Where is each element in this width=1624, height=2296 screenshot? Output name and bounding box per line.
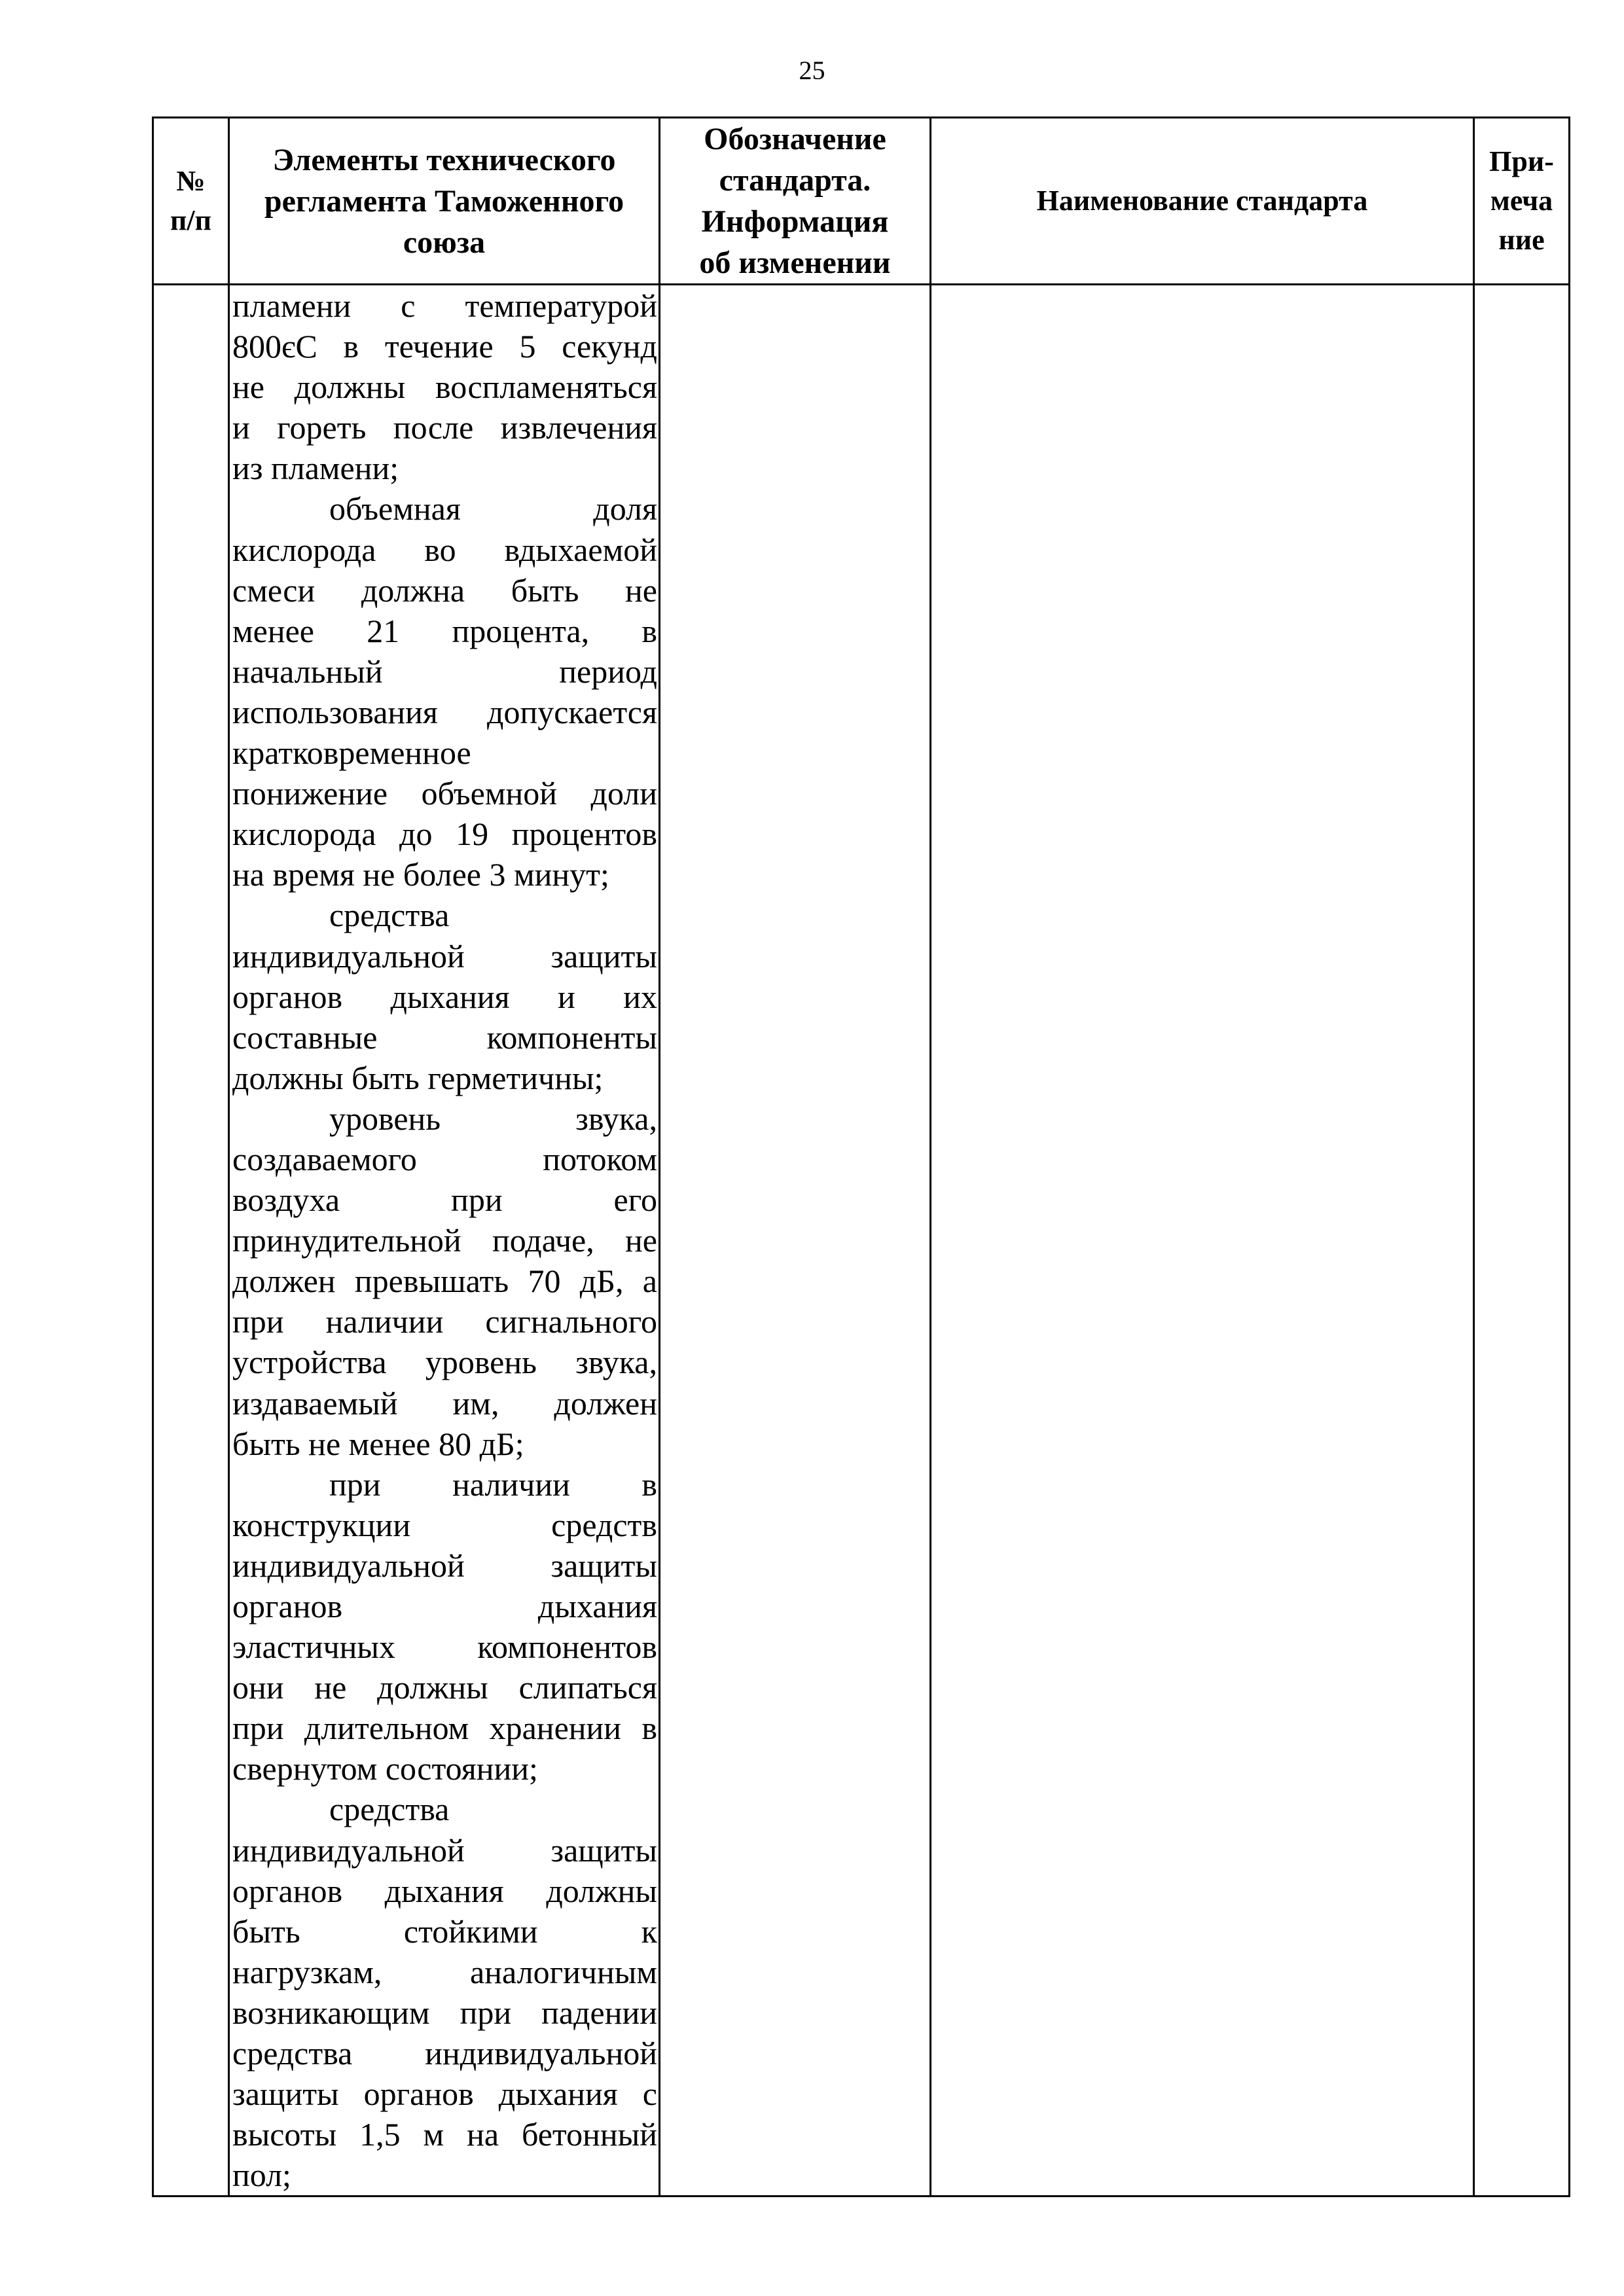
text-line: менее 21 процента, в xyxy=(232,612,657,649)
header-elements: Элементы технического регламента Таможенного союза xyxy=(229,118,660,285)
text-line: смеси должна быть не xyxy=(232,571,657,609)
page-number: 25 xyxy=(799,56,825,85)
text-line: должен превышать 70 дБ, а xyxy=(232,1263,657,1300)
text-line: объемная доля xyxy=(329,490,657,528)
text-line: высоты 1,5 м на бетонный xyxy=(232,2116,657,2153)
header-designation: Обозначение стандарта. Информация об изменении xyxy=(660,118,931,285)
text-line: нагрузкам, аналогичным xyxy=(232,1953,657,1990)
text-line: защиты органов дыхания с xyxy=(232,2075,657,2113)
text-line: при наличии в xyxy=(329,1465,657,1503)
text-line: создаваемого потоком xyxy=(232,1140,657,1177)
text-line: кислорода до 19 процентов xyxy=(232,816,657,853)
text-line: уровень звука, xyxy=(329,1100,657,1137)
text-line: из пламени; xyxy=(232,450,399,487)
text-line: средства xyxy=(329,897,450,934)
text-line: быть стойкими к xyxy=(232,1912,657,1950)
text-line: быть не менее 80 дБ; xyxy=(232,1425,524,1462)
text-line: устройства уровень звука, xyxy=(232,1344,657,1381)
text-line: пол; xyxy=(232,2157,291,2194)
table-header-row xyxy=(153,118,1570,285)
text-line: индивидуальной защиты xyxy=(232,937,657,975)
table-row xyxy=(153,285,1570,2197)
text-line: средства индивидуальной xyxy=(232,2035,657,2072)
cell-note xyxy=(1474,285,1570,2197)
text-line: органов дыхания должны xyxy=(232,1872,657,1909)
text-line: кратковременное xyxy=(232,734,471,772)
text-line: индивидуальной защиты xyxy=(232,1831,657,1869)
text-line: не должны воспламеняться xyxy=(232,368,657,406)
cell-elements xyxy=(229,285,660,2197)
text-line: органов дыхания и их xyxy=(232,978,657,1015)
text-line: пламени с температурой xyxy=(232,287,657,324)
text-line: органов дыхания xyxy=(232,1588,657,1624)
cell-name xyxy=(931,285,1474,2197)
text-line: они не должны слипаться xyxy=(232,1669,657,1706)
text-line: при наличии сигнального xyxy=(232,1303,657,1340)
text-line: 800єС в течение 5 секунд xyxy=(232,328,657,365)
cell-designation xyxy=(660,285,931,2197)
header-num: № п/п xyxy=(153,118,229,285)
text-line: при длительном хранении в xyxy=(232,1710,657,1747)
text-line: на время не более 3 минут; xyxy=(232,856,609,893)
text-line: начальный период xyxy=(232,653,657,690)
text-line: возникающим при падении xyxy=(232,1994,657,2031)
text-line: составные компоненты xyxy=(232,1018,657,1056)
header-name: Наименование стандарта xyxy=(931,118,1474,285)
text-line: свернутом состоянии; xyxy=(232,1750,538,1787)
elements-text xyxy=(230,285,659,2195)
text-line: и гореть после извлечения xyxy=(232,409,657,446)
standards-table xyxy=(152,117,1570,2197)
text-line: использования допускается xyxy=(232,693,657,730)
text-line: должны быть герметичны; xyxy=(232,1059,604,1096)
text-line: кислорода во вдыхаемой xyxy=(232,531,657,568)
text-line: издаваемый им, должен xyxy=(232,1384,657,1422)
text-line: индивидуальной защиты xyxy=(232,1547,657,1584)
header-note: При- меча ние xyxy=(1474,118,1570,285)
text-line: эластичных компонентов xyxy=(232,1628,657,1666)
cell-num xyxy=(153,285,229,2197)
text-line: конструкции средств xyxy=(232,1506,657,1543)
text-line: понижение объемной доли xyxy=(232,775,657,812)
text-line: средства xyxy=(329,1791,450,1828)
text-line: принудительной подаче, не xyxy=(232,1222,657,1259)
text-line: воздуха при его xyxy=(232,1181,657,1219)
